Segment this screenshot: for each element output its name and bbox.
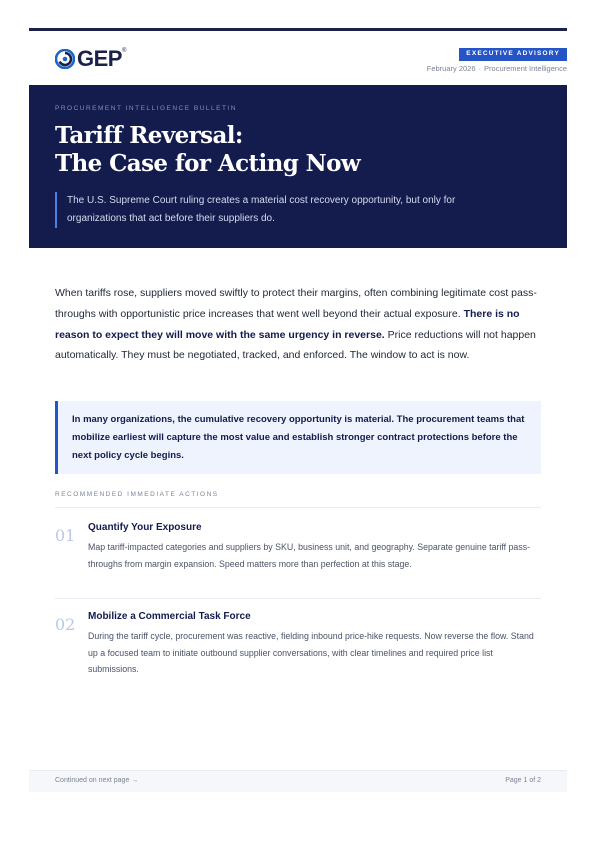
continued-note: Continued on next page → xyxy=(55,777,139,784)
logo-wordmark: GEP® xyxy=(77,46,126,71)
key-insight-callout xyxy=(55,401,541,474)
issue-meta xyxy=(427,64,567,73)
intro-tail: Price reductions will not happen automatically. They must be negotiated, tracked, and enforced. The window to act is now. xyxy=(55,328,536,362)
issue-date: February 2026 xyxy=(426,64,476,73)
title-line-1: Tariff Reversal: xyxy=(55,122,243,149)
hero-banner xyxy=(29,85,567,248)
gep-swirl-icon xyxy=(55,49,75,69)
action-title: Mobilize a Commercial Task Force xyxy=(88,611,251,622)
page-footer xyxy=(29,770,567,792)
actions-section-label: RECOMMENDED IMMEDIATE ACTIONS xyxy=(55,491,219,498)
action-number: 02 xyxy=(55,615,76,634)
page-number: Page 1 of 2 xyxy=(505,777,541,784)
intro-paragraph xyxy=(55,283,543,366)
hero-subhead: The U.S. Supreme Court ruling creates a material cost recovery opportunity, but only for organizations that act before their suppliers do. xyxy=(55,192,467,228)
intro-emphasis: There is no reason to expect they will move with the same urgency in reverse. xyxy=(55,307,520,341)
gep-logo xyxy=(55,48,126,70)
executive-advisory-badge: EXECUTIVE ADVISORY xyxy=(459,48,567,61)
intro-lead: When tariffs rose, suppliers moved swiftly to protect their margins, often combining legitimate cost pass-throughs with opportunistic price increases that went well beyond their actual exposure. xyxy=(55,287,537,320)
action-body: Map tariff-impacted categories and suppliers by SKU, business unit, and geography. Separate genuine tariff pass-throughs from margin expansion. Speed matters more than perfection at this stage. xyxy=(88,542,531,569)
action-divider xyxy=(55,598,541,599)
page-title xyxy=(55,122,360,178)
title-line-2: The Case for Acting Now xyxy=(55,150,361,177)
action-number: 01 xyxy=(55,526,76,545)
section-divider xyxy=(55,507,541,508)
callout-text: In many organizations, the cumulative recovery opportunity is material. The procurement teams that mobilize earliest will capture the most value and establish stronger contract protections before the next policy cycle begins. xyxy=(72,414,525,461)
issue-category: Procurement Intelligence xyxy=(484,64,567,73)
hero-eyebrow: PROCUREMENT INTELLIGENCE BULLETIN xyxy=(55,105,237,112)
top-rule xyxy=(29,28,567,31)
meta-separator: · xyxy=(478,64,482,73)
action-body: During the tariff cycle, procurement was reactive, fielding inbound price-hike requests. Now reverse the flow. Stand up a focused team to initiate outbound supplier conversations, with clear timelines and required price list submissions. xyxy=(88,631,534,675)
action-title: Quantify Your Exposure xyxy=(88,522,202,533)
